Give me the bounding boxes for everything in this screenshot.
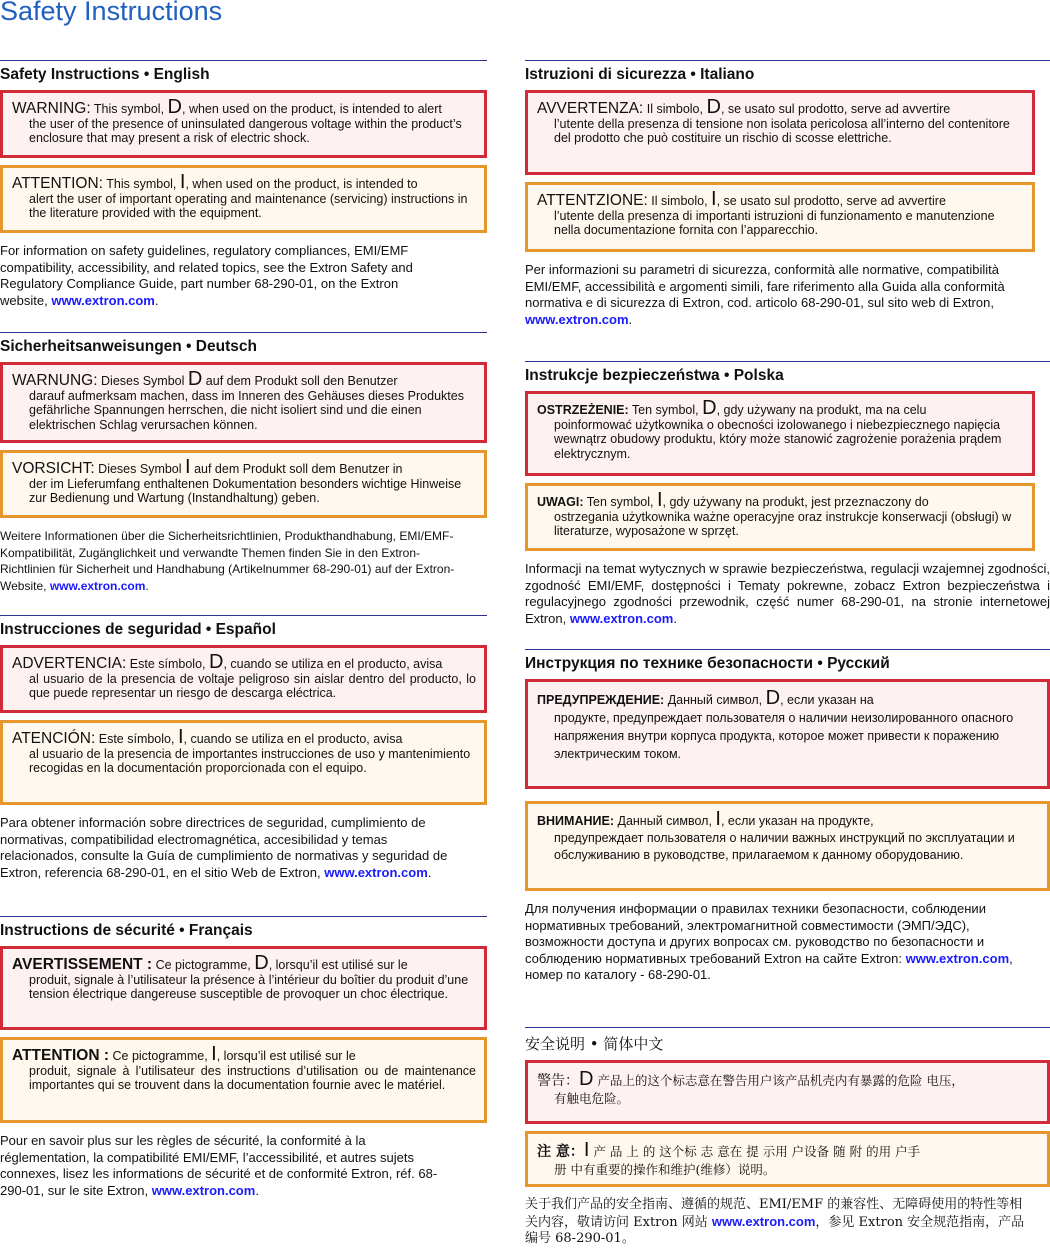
caution-text-first: , when used on the product, is intended to bbox=[185, 177, 418, 191]
caution-keyword: VORSICHT: bbox=[12, 460, 95, 477]
caution-box bbox=[0, 1037, 487, 1123]
section-italian bbox=[525, 60, 1050, 361]
info-paragraph bbox=[525, 901, 1050, 984]
section-russian bbox=[525, 649, 1050, 1027]
warning-text: produit, signale à l’utilisateur la présence à l’intérieur du boîtier du produit d’une tension électrique dangereuse susceptible de provoquer un choc électrique. bbox=[29, 972, 469, 1001]
caution-text: предупреждает пользователя о наличии важных инструкций по эксплуатации и обслуживанию в руководстве, прилагаемом к данному оборудованию. bbox=[554, 831, 1015, 862]
warning-keyword: AVERTISSEMENT : bbox=[12, 956, 153, 973]
info-text: Para obtener información sobre directrices de seguridad, cumplimiento de normativas, compatibilidad electromagnética, accesibilidad y temas relacionados, consulte la Guía de cumplimiento de normativas y seguridad de Extron, referencia 68-290-01, en el sitio Web de Extron, bbox=[0, 815, 448, 880]
caution-box bbox=[525, 1131, 1050, 1187]
info-end: . bbox=[628, 311, 633, 327]
warning-box bbox=[525, 90, 1035, 175]
info-paragraph bbox=[525, 1197, 1030, 1248]
warning-keyword: AVVERTENZA: bbox=[537, 100, 644, 117]
instructions-symbol: I bbox=[177, 726, 184, 748]
shock-hazard-symbol: D bbox=[702, 397, 717, 419]
instructions-symbol: I bbox=[715, 808, 721, 830]
warning-text-first: , when used on the product, is intended to alert bbox=[182, 102, 442, 116]
info-end: . bbox=[145, 578, 149, 593]
info-end: , номер по каталогу - 68-290-01. bbox=[525, 950, 1013, 982]
caution-box bbox=[0, 165, 487, 233]
warning-lead: This symbol, bbox=[93, 102, 165, 116]
extron-website-link[interactable]: www.extron.com bbox=[324, 864, 428, 880]
info-paragraph bbox=[525, 561, 1050, 627]
shock-hazard-symbol: D bbox=[706, 96, 721, 118]
warning-text: darauf aufmerksam machen, dass im Inneren des Gehäuses dieses Produktes gefährliche Spannungen herrschen, die nicht isoliert sind und die einen elektrischen Schlag verursachen können. bbox=[29, 388, 464, 432]
warning-box bbox=[525, 1060, 1050, 1124]
caution-lead: Dieses Symbol bbox=[98, 462, 182, 476]
caution-box bbox=[0, 450, 487, 518]
info-text: Informacji na temat wytycznych w sprawie bezpieczeństwa, regulacji wzajemnej zgodności, zgodność EMI/EMF, dostępności i Tematy pokrewne, zobacz Extron bezpieczeństwa i regulacyjnego zgodności przewodnik, część numer 68-290-01, na stronie internetowej Extron, bbox=[525, 561, 1050, 626]
caution-text: l’utente della presenza di importanti istruzioni di funzionamento e manutenzione nella documentazione fornita con l’apparecchio. bbox=[554, 208, 995, 237]
section-heading: Инструкция по технике безопасности • Русский bbox=[525, 655, 890, 672]
warning-lead: Ten symbol, bbox=[631, 403, 699, 417]
shock-hazard-symbol: D bbox=[579, 1068, 594, 1090]
instructions-symbol: I bbox=[185, 456, 191, 478]
caution-box bbox=[525, 182, 1035, 252]
section-heading: Instructions de sécurité • Français bbox=[0, 922, 253, 939]
info-paragraph bbox=[0, 1133, 440, 1199]
caution-box bbox=[0, 720, 487, 805]
warning-keyword: 警告： bbox=[537, 1073, 579, 1089]
caution-keyword: 注 意： bbox=[537, 1144, 584, 1160]
warning-box bbox=[525, 679, 1050, 789]
shock-hazard-symbol: D bbox=[765, 687, 781, 709]
warning-box bbox=[0, 645, 487, 713]
info-text: Для получения информации о правилах техники безопасности, соблюдении нормативных требований, электромагнитной совместимости (ЭМП/ЭДС), возможности доступа и других вопросах см. руководство по безопасности и соблюдению нормативных требований Extron на сайте Extron: bbox=[525, 901, 986, 966]
caution-box bbox=[525, 483, 1035, 551]
warning-text: al usuario de la presencia de voltaje peligroso sin aislar dentro del producto, lo que puede representar un riesgo de descarga eléctrica. bbox=[29, 671, 476, 700]
section-heading: Istruzioni di sicurezza • Italiano bbox=[525, 66, 755, 83]
caution-text-first: 产 品 上 的 这个标 志 意在 提 示用 户设备 随 附 的用 户手 bbox=[589, 1144, 921, 1159]
info-text: For information on safety guidelines, regulatory compliances, EMI/EMF compatibility, accessibility, and related topics, see the Extron Safety and Regulatory Compliance Guide, part number 68-290-01, on the Extron website, bbox=[0, 243, 413, 308]
info-end: . bbox=[154, 292, 159, 308]
warning-text: the user of the presence of uninsulated dangerous voltage within the product’s enclosure that may present a risk of electric shock. bbox=[29, 116, 462, 145]
warning-keyword: OSTRZEŻENIE: bbox=[537, 403, 629, 417]
section-heading: 安全说明 • 简体中文 bbox=[525, 1035, 664, 1053]
info-end: . bbox=[673, 610, 677, 626]
caution-keyword: UWAGI: bbox=[537, 495, 584, 509]
warning-text-first: 产品上的这个标志意在警告用户该产品机壳内有暴露的危险 电压， bbox=[593, 1073, 964, 1088]
shock-hazard-symbol: D bbox=[208, 651, 224, 673]
caution-text: produit, signale à l’utilisateur des instructions d’utilisation ou de maintenance importantes qui se trouvent dans la documentation fournie avec le matériel. bbox=[29, 1063, 476, 1092]
extron-website-link[interactable]: www.extron.com bbox=[569, 610, 674, 626]
section-heading: Instrukcje bezpieczeństwa • Polska bbox=[525, 367, 784, 384]
caution-keyword: ВНИМАНИЕ: bbox=[537, 814, 614, 828]
info-text: 关于我们产品的安全指南、遵循的规范、EMI/EMF 的兼容性、无障碍使用的特性等相关内容，敬请访问 Extron 网站 bbox=[525, 1197, 1023, 1230]
section-english bbox=[0, 60, 487, 332]
warning-text-first: , если указан на bbox=[780, 693, 874, 707]
warning-keyword: WARNING: bbox=[12, 100, 91, 117]
warning-lead: Il simbolo, bbox=[646, 102, 703, 116]
warning-text-first: auf dem Produkt soll den Benutzer bbox=[202, 374, 398, 388]
extron-website-link[interactable]: www.extron.com bbox=[49, 578, 146, 593]
section-heading: Instrucciones de seguridad • Español bbox=[0, 621, 276, 638]
warning-text-first: , cuando se utiliza en el producto, avisa bbox=[223, 657, 443, 671]
page-title: Safety Instructions bbox=[0, 0, 223, 26]
caution-lead: Данный символ, bbox=[617, 814, 712, 828]
caution-lead: Il simbolo, bbox=[651, 194, 708, 208]
section-chinese bbox=[525, 1027, 1050, 1245]
warning-keyword: ПРЕДУПРЕЖДЕНИЕ: bbox=[537, 693, 665, 707]
caution-text-first: , se usato sul prodotto, serve ad avvertire bbox=[716, 194, 946, 208]
warning-text-first: , gdy używany na produkt, ma na celu bbox=[716, 403, 927, 417]
caution-text-first: , lorsqu’il est utilisé sur le bbox=[216, 1049, 356, 1063]
info-end: . bbox=[427, 864, 432, 880]
info-paragraph bbox=[525, 262, 1015, 328]
caution-text: al usuario de la presencia de importantes instrucciones de uso y mantenimiento recogidas en la documentación proporcionada con el equipo. bbox=[29, 746, 471, 775]
caution-text-first: , если указан на продукте, bbox=[720, 814, 874, 828]
shock-hazard-symbol: D bbox=[187, 368, 203, 390]
warning-keyword: ADVERTENCIA: bbox=[12, 655, 127, 672]
warning-box bbox=[0, 946, 487, 1030]
info-text: Per informazioni su parametri di sicurezza, conformità alle normative, compatibilità EMI/EMF, accessibilità e argomenti simili, fare riferimento alla Guida alla conformità normativa e di sicurezza di Extron, cod. articolo 68-290-01, sul sito web di Extron, bbox=[525, 262, 1005, 310]
warning-box bbox=[525, 391, 1035, 476]
caution-text: ostrzegania użytkownika ważne operacyjne oraz instrukcje konserwacji (obsługi) w literaturze, wyposażone w sprzęt. bbox=[554, 509, 1012, 538]
caution-text-first: auf dem Produkt soll dem Benutzer in bbox=[190, 462, 403, 476]
warning-lead: Данный символ, bbox=[667, 693, 763, 707]
section-heading: Safety Instructions • English bbox=[0, 66, 210, 83]
extron-website-link[interactable]: www.extron.com bbox=[51, 292, 155, 308]
warning-lead: Ce pictogramme, bbox=[155, 958, 251, 972]
caution-lead: Ten symbol, bbox=[586, 495, 654, 509]
left-column bbox=[0, 60, 487, 1222]
extron-website-link[interactable]: www.extron.com bbox=[905, 950, 1010, 966]
info-text: Weitere Informationen über die Sicherheitsrichtlinien, Produkthandhabung, EMI/EMF-Kompatibilität, Zugänglichkeit und verwandte Themen finden Sie in den Extron-Richtlinien für Sicherheit und Handhabung (Artikelnummer 68-290-01) auf der Extron-Website, bbox=[0, 529, 455, 593]
warning-text: poinformować użytkownika o obecności izolowanego i niebezpiecznego napięcia wewnątrz obudowy produktu, który może stanowić zagrożenie porażenia prądem elektrycznym. bbox=[554, 417, 1002, 461]
instructions-symbol: I bbox=[656, 489, 663, 511]
info-text: Pour en savoir plus sur les règles de sécurité, la conformité à la réglementation, la compatibilité EMI/EMF, l’accessibilité, et autres sujets connexes, lisez les informations de sécurité et de conformité Extron, réf. 68-290-01, sur le site Extron, bbox=[0, 1133, 438, 1198]
extron-website-link[interactable]: www.extron.com bbox=[525, 311, 629, 327]
instructions-symbol: I bbox=[179, 171, 186, 193]
caution-text: alert the user of important operating and maintenance (servicing) instructions in the literature provided with the equipment. bbox=[29, 191, 468, 220]
warning-text-first: , se usato sul prodotto, serve ad avvertire bbox=[720, 102, 951, 116]
section-spanish bbox=[0, 615, 487, 916]
caution-keyword: ATTENTION : bbox=[12, 1047, 110, 1064]
caution-text-first: , gdy używany na produkt, jest przeznaczony do bbox=[662, 495, 929, 509]
info-end: . bbox=[255, 1182, 259, 1198]
info-end: ，参见 Extron 安全规范指南，产品编号 68-290-01。 bbox=[525, 1214, 1025, 1246]
warning-text-first: , lorsqu’il est utilisé sur le bbox=[268, 958, 408, 972]
extron-website-link[interactable]: www.extron.com bbox=[151, 1182, 256, 1198]
extron-website-link[interactable]: www.extron.com bbox=[711, 1213, 816, 1229]
instructions-symbol: I bbox=[211, 1043, 217, 1065]
caution-text-first: , cuando se utiliza en el producto, avisa bbox=[183, 732, 403, 746]
warning-text: продукте, предупреждает пользователя о наличии неизолированного опасного напряжения внутри корпуса продукта, которое может привести к поражению электрическим током. bbox=[554, 711, 1014, 761]
caution-keyword: ATTENTION: bbox=[12, 175, 103, 192]
info-paragraph bbox=[0, 815, 460, 881]
caution-lead: Este símbolo, bbox=[98, 732, 175, 746]
shock-hazard-symbol: D bbox=[254, 952, 269, 974]
caution-text: 册 中有重要的操作和维护(维修）说明。 bbox=[554, 1162, 776, 1177]
instructions-symbol: I bbox=[583, 1139, 590, 1161]
caution-keyword: ATTENTZIONE: bbox=[537, 192, 648, 209]
shock-hazard-symbol: D bbox=[167, 96, 182, 118]
warning-keyword: WARNUNG: bbox=[12, 372, 98, 389]
instructions-symbol: I bbox=[711, 188, 717, 210]
warning-text: l’utente della presenza di tensione non isolata pericolosa all’interno del contenitore del prodotto che può costituire un rischio di scosse elettriche. bbox=[554, 116, 1010, 145]
section-german bbox=[0, 332, 487, 615]
caution-text: der im Lieferumfang enthaltenen Dokumentation besonders wichtige Hinweise zur Bedienung und Wartung (Instandhaltung) geben. bbox=[29, 476, 462, 505]
warning-box bbox=[0, 90, 487, 158]
warning-box bbox=[0, 362, 487, 443]
section-french bbox=[0, 916, 487, 1222]
right-column bbox=[525, 60, 1050, 1245]
warning-lead: Dieses Symbol bbox=[101, 374, 185, 388]
caution-box bbox=[525, 801, 1050, 891]
info-paragraph bbox=[0, 528, 465, 594]
caution-keyword: ATENCIÓN: bbox=[12, 730, 96, 747]
section-polish bbox=[525, 361, 1050, 649]
warning-text: 有触电危险。 bbox=[554, 1091, 630, 1106]
warning-lead: Este símbolo, bbox=[129, 657, 206, 671]
caution-lead: Ce pictogramme, bbox=[112, 1049, 208, 1063]
section-heading: Sicherheitsanweisungen • Deutsch bbox=[0, 338, 257, 355]
info-paragraph bbox=[0, 243, 425, 309]
caution-lead: This symbol, bbox=[106, 177, 177, 191]
